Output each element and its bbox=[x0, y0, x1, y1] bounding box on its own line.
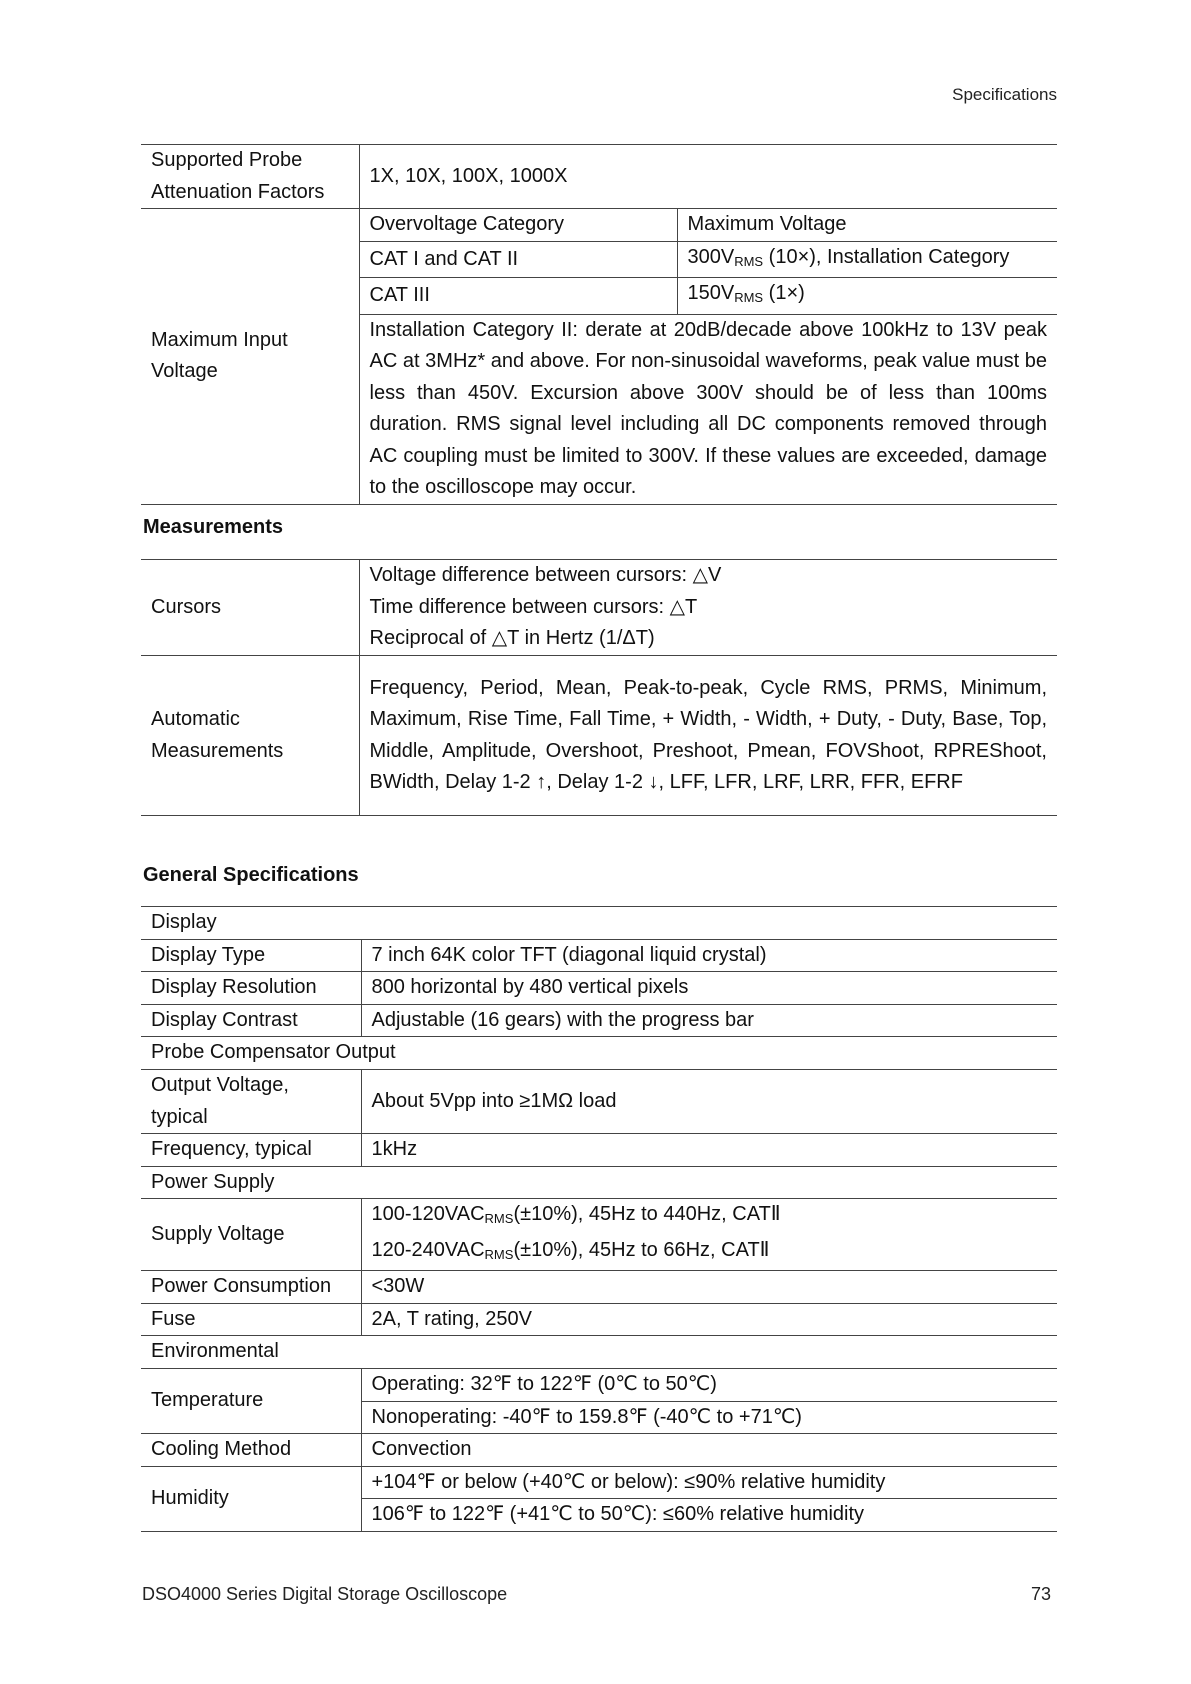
row-value: 7 inch 64K color TFT (diagonal liquid crystal) bbox=[361, 939, 1057, 972]
cursors-label: Cursors bbox=[141, 560, 359, 656]
category-cell: CAT III bbox=[359, 278, 677, 315]
row-label: Power Consumption bbox=[141, 1271, 361, 1304]
probe-label: Supported Probe Attenuation Factors bbox=[141, 145, 359, 209]
table-row bbox=[141, 939, 1057, 972]
group-heading-power: Power Supply bbox=[141, 1166, 1057, 1199]
row-value: Operating: 32℉ to 122℉ (0℃ to 50℃) bbox=[361, 1369, 1057, 1402]
col-header-category: Overvoltage Category bbox=[359, 209, 677, 242]
row-label: Humidity bbox=[141, 1466, 361, 1531]
row-label: Display Contrast bbox=[141, 1004, 361, 1037]
row-label: Display Type bbox=[141, 939, 361, 972]
group-heading-display: Display bbox=[141, 907, 1057, 940]
table-row bbox=[141, 972, 1057, 1005]
table-row bbox=[141, 907, 1057, 940]
max-input-label: Maximum Input Voltage bbox=[141, 209, 359, 505]
table-row bbox=[141, 1336, 1057, 1369]
table-row bbox=[141, 1004, 1057, 1037]
input-spec-table bbox=[141, 144, 1057, 505]
section-title-measurements: Measurements bbox=[143, 516, 284, 538]
table-row bbox=[141, 1434, 1057, 1467]
table-row bbox=[141, 1369, 1057, 1402]
category-cell: CAT I and CAT II bbox=[359, 241, 677, 278]
row-value: Adjustable (16 gears) with the progress bar bbox=[361, 1004, 1057, 1037]
row-label: Temperature bbox=[141, 1369, 361, 1434]
row-label: Cooling Method bbox=[141, 1434, 361, 1467]
group-heading-environmental: Environmental bbox=[141, 1336, 1057, 1369]
row-label: Supply Voltage bbox=[141, 1199, 361, 1271]
table-row bbox=[141, 209, 1057, 242]
row-label: Fuse bbox=[141, 1303, 361, 1336]
table-row bbox=[141, 1199, 1057, 1271]
row-value: Nonoperating: -40℉ to 159.8℉ (-40℃ to +71℃) bbox=[361, 1401, 1057, 1434]
group-heading-probe-comp: Probe Compensator Output bbox=[141, 1037, 1057, 1070]
table-row bbox=[141, 1303, 1057, 1336]
row-label: Display Resolution bbox=[141, 972, 361, 1005]
table-row bbox=[141, 1070, 1057, 1134]
voltage-cell: $150V_{RMS}$ (1×) bbox=[677, 278, 1057, 315]
table-row bbox=[141, 656, 1057, 816]
table-row bbox=[141, 1271, 1057, 1304]
row-value: +104℉ or below (+40℃ or below): ≤90% relative humidity bbox=[361, 1466, 1057, 1499]
row-value: 800 horizontal by 480 vertical pixels bbox=[361, 972, 1057, 1005]
general-spec-table bbox=[141, 906, 1057, 1532]
row-label: Output Voltage, typical bbox=[141, 1070, 361, 1134]
footer-doc-title: DSO4000 Series Digital Storage Oscilloscope bbox=[142, 1584, 508, 1604]
automatic-value: Frequency, Period, Mean, Peak-to-peak, Cycle RMS, PRMS, Minimum, Maximum, Rise Time, Fall Time, + Width, - Width, + Duty, - Duty, Base, Top, Middle, Amplitude, Overshoot, Preshoot, Pmean, FOVShoot, RPREShoot, BWidth, Delay 1-2 ↑, Delay 1-2 ↓, LFF, LFR, LRF, LRR, FFR, EFRF bbox=[359, 656, 1057, 816]
measurements-table bbox=[141, 559, 1057, 816]
probe-value: 1X, 10X, 100X, 1000X bbox=[359, 145, 1057, 209]
row-value: 2A, T rating, 250V bbox=[361, 1303, 1057, 1336]
row-value: Convection bbox=[361, 1434, 1057, 1467]
row-value: <30W bbox=[361, 1271, 1057, 1304]
row-label: Frequency, typical bbox=[141, 1134, 361, 1167]
table-row bbox=[141, 1134, 1057, 1167]
row-value: About 5Vpp into ≥1MΩ load bbox=[361, 1070, 1057, 1134]
table-row bbox=[141, 1466, 1057, 1499]
running-header: Specifications bbox=[952, 85, 1057, 104]
voltage-cell: $300V_{RMS}$ (10×), Installation Category bbox=[677, 241, 1057, 278]
page-number: 73 bbox=[1031, 1584, 1052, 1604]
row-value: 106℉ to 122℉ (+41℃ to 50℃): ≤60% relative humidity bbox=[361, 1499, 1057, 1532]
col-header-voltage: Maximum Voltage bbox=[677, 209, 1057, 242]
table-row bbox=[141, 560, 1057, 656]
automatic-label: Automatic Measurements bbox=[141, 656, 359, 816]
table-row bbox=[141, 145, 1057, 209]
row-value: $100-120VAC_{RMS}(\pm 10\%)$, 45Hz to 440Hz, CATⅡ $120-240VAC_{RMS}(\pm 10\%)$, 45Hz to 66Hz, CATⅡ bbox=[361, 1199, 1057, 1271]
row-value: 1kHz bbox=[361, 1134, 1057, 1167]
section-title-general: General Specifications bbox=[143, 864, 359, 886]
table-row bbox=[141, 1166, 1057, 1199]
table-row bbox=[141, 1037, 1057, 1070]
cursors-value: Voltage difference between cursors: △V Time difference between cursors: △T Reciprocal of △T in Hertz (1/ΔT) bbox=[359, 560, 1057, 656]
derating-note: Installation Category II: derate at 20dB/decade above 100kHz to 13V peak AC at 3MHz* and above. For non-sinusoidal waveforms, peak value must be less than 450V. Excursion above 300V should be of less than 100ms duration. RMS signal level including all DC components removed through AC coupling must be limited to 300V. If these values are exceeded, damage to the oscilloscope may occur. bbox=[359, 314, 1057, 504]
